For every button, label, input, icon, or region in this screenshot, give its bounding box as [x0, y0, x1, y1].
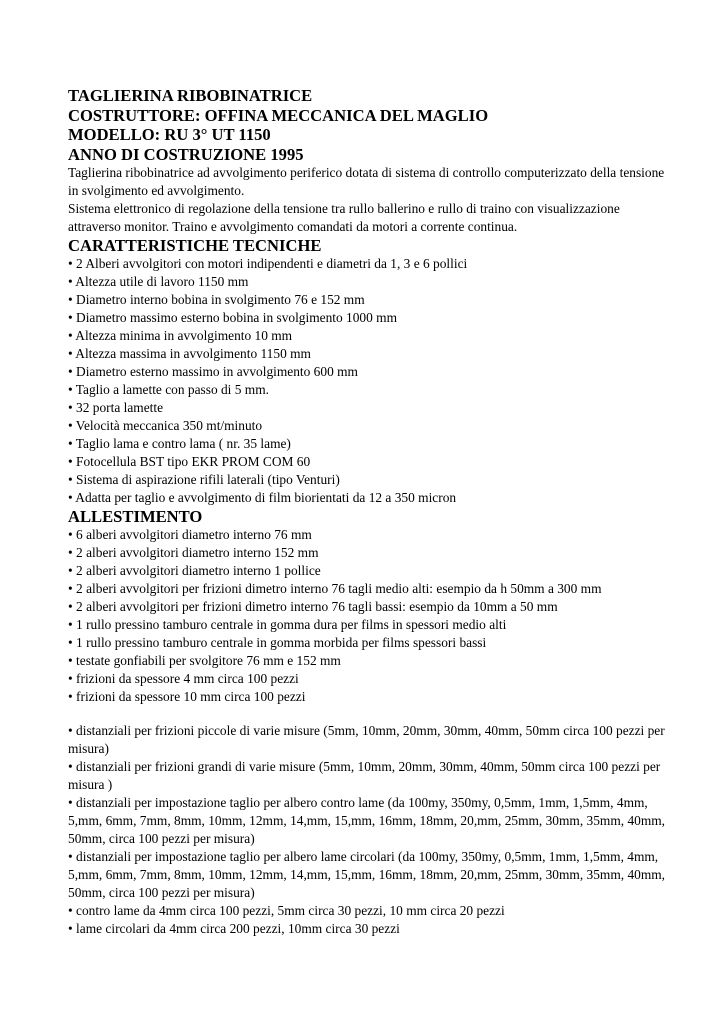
equip-list-extra — [68, 722, 668, 938]
list-item: • Velocità meccanica 350 mt/minuto — [68, 418, 263, 433]
equip-list — [68, 526, 668, 706]
list-item: • Diametro massimo esterno bobina in svolgimento 1000 mm — [68, 310, 397, 325]
list-item: • testate gonfiabili per svolgitore 76 mm e 152 mm — [68, 653, 341, 668]
intro-paragraph: Sistema elettronico di regolazione della tensione tra rullo ballerino e rullo di traino con visualizzazione attraverso monitor. Traino e avvolgimento comandati da motori a corrente continua. — [68, 201, 620, 234]
list-item: • 1 rullo pressino tamburo centrale in gomma morbida per films spessori bassi — [68, 635, 487, 650]
list-item: • distanziali per frizioni grandi di varie misure (5mm, 10mm, 20mm, 30mm, 40mm, 50mm circa 100 pezzi per misura ) — [68, 759, 661, 792]
model-heading: MODELLO: RU 3° UT 1150 — [68, 125, 271, 144]
list-item: • frizioni da spessore 10 mm circa 100 pezzi — [68, 689, 306, 704]
list-item: • 6 alberi avvolgitori diametro interno 76 mm — [68, 527, 312, 542]
list-item: • contro lame da 4mm circa 100 pezzi, 5mm circa 30 pezzi, 10 mm circa 20 pezzi — [68, 903, 505, 918]
list-item: • 32 porta lamette — [68, 400, 164, 415]
list-item: • 2 alberi avvolgitori per frizioni dimetro interno 76 tagli medio alti: esempio da h 50mm a 300 mm — [68, 581, 602, 596]
tech-section-title: CARATTERISTICHE TECNICHE — [68, 236, 322, 255]
list-item: • lame circolari da 4mm circa 200 pezzi, 10mm circa 30 pezzi — [68, 921, 400, 936]
list-item: • Altezza massima in avvolgimento 1150 mm — [68, 346, 311, 361]
list-item: • frizioni da spessore 4 mm circa 100 pezzi — [68, 671, 299, 686]
list-item: • Taglio lama e contro lama ( nr. 35 lame) — [68, 436, 291, 451]
list-item: • 2 Alberi avvolgitori con motori indipendenti e diametri da 1, 3 e 6 pollici — [68, 256, 468, 271]
list-item: • distanziali per frizioni piccole di varie misure (5mm, 10mm, 20mm, 30mm, 40mm, 50mm circa 100 pezzi per misura) — [68, 723, 665, 756]
list-item: • distanziali per impostazione taglio per albero contro lame (da 100my, 350my, 0,5mm, 1mm, 1,5mm, 4mm, 5,mm, 6mm, 7mm, 8mm, 10mm, 12mm, 14,mm, 15,mm, 16mm, 18mm, 20,mm, 25mm, 30mm, 35mm, 40mm, 50mm, circa 100 pezzi per misura) — [68, 795, 666, 846]
manufacturer-heading: COSTRUTTORE: OFFINA MECCANICA DEL MAGLIO — [68, 105, 489, 125]
list-item: • 1 rullo pressino tamburo centrale in gomma dura per films in spessori medio alti — [68, 617, 507, 632]
list-item: • Diametro esterno massimo in avvolgimento 600 mm — [68, 364, 358, 379]
equip-section-title: ALLESTIMENTO — [68, 507, 203, 526]
list-item: • Sistema di aspirazione rifili laterali (tipo Venturi) — [68, 472, 340, 487]
document-page — [68, 86, 668, 938]
list-item: • Adatta per taglio e avvolgimento di film biorientati da 12 a 350 micron — [68, 490, 457, 505]
doc-title: TAGLIERINA RIBOBINATRICE — [68, 86, 313, 105]
list-item: • distanziali per impostazione taglio per albero lame circolari (da 100my, 350my, 0,5mm, 1mm, 1,5mm, 4mm, 5,mm, 6mm, 7mm, 8mm, 10mm, 12mm, 14,mm, 15,mm, 16mm, 18mm, 20,mm, 25mm, 30mm, 35mm, 40mm, 50mm, circa 100 pezzi per misura) — [68, 849, 666, 900]
list-item: • Diametro interno bobina in svolgimento 76 e 152 mm — [68, 292, 365, 307]
list-item: • 2 alberi avvolgitori diametro interno 152 mm — [68, 545, 319, 560]
list-item: • Fotocellula BST tipo EKR PROM COM 60 — [68, 454, 311, 469]
list-item: • 2 alberi avvolgitori diametro interno 1 pollice — [68, 563, 321, 578]
list-item: • Altezza minima in avvolgimento 10 mm — [68, 328, 293, 343]
spacer — [68, 706, 668, 722]
list-item: • 2 alberi avvolgitori per frizioni dimetro interno 76 tagli bassi: esempio da 10mm a 50 mm — [68, 599, 558, 614]
intro-paragraph: Taglierina ribobinatrice ad avvolgimento periferico dotata di sistema di controllo computerizzato della tensione in svolgimento ed avvolgimento. — [68, 165, 665, 198]
list-item: • Altezza utile di lavoro 1150 mm — [68, 274, 249, 289]
list-item: • Taglio a lamette con passo di 5 mm. — [68, 382, 269, 397]
year-heading: ANNO DI COSTRUZIONE 1995 — [68, 144, 304, 164]
tech-list — [68, 255, 668, 507]
